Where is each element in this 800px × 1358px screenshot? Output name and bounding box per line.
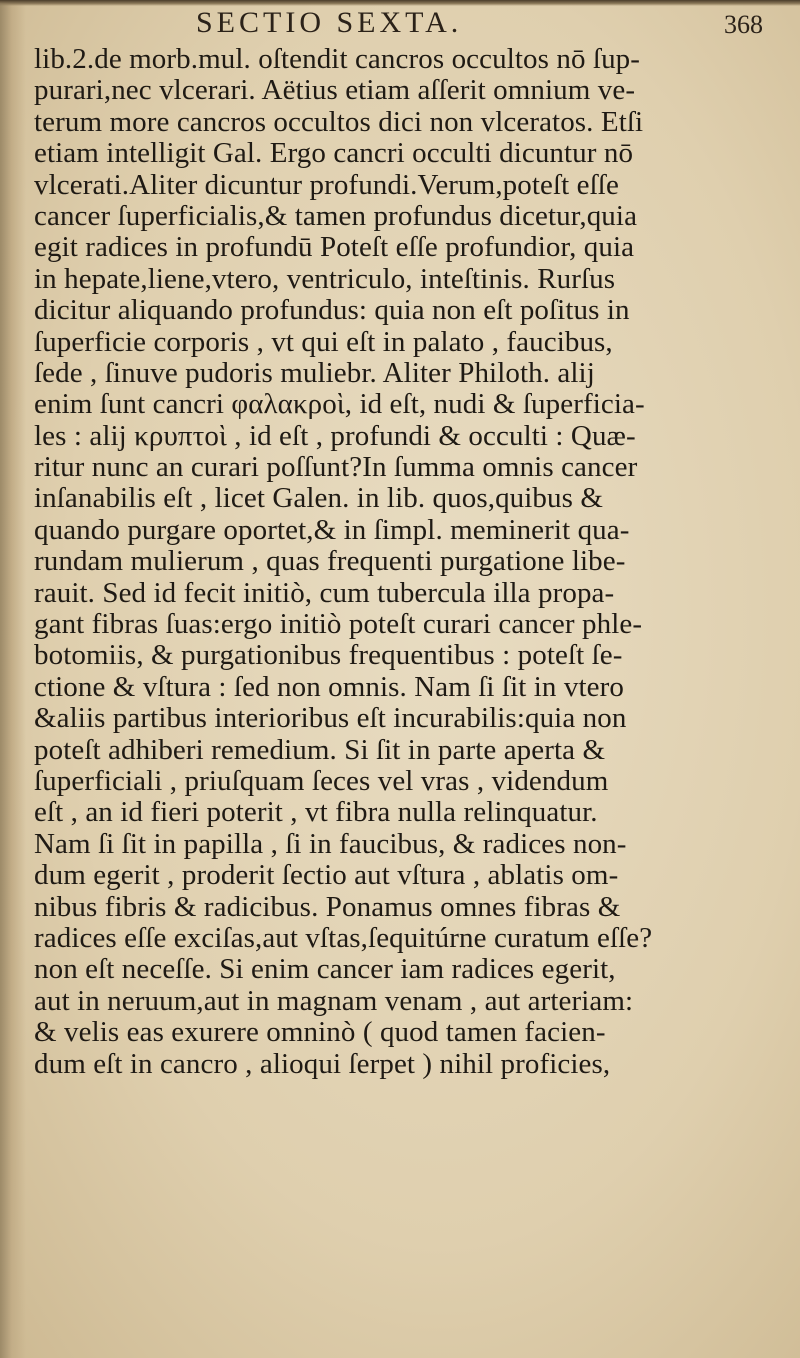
- running-title: SECTIO SEXTA.: [196, 6, 463, 39]
- text-line: radices eſſe exciſas,aut vſtas,ſequitúrne curatum eſſe?: [34, 921, 653, 954]
- text-line: dum eſt in cancro , alioqui ſerpet ) nihil proficies,: [34, 1047, 611, 1080]
- text-line: ſuperficie corporis , vt qui eſt in palato , faucibus,: [34, 325, 613, 358]
- text-line: botomiis, & purgationibus frequentibus : poteſt ſe-: [34, 639, 623, 672]
- text-line: cancer ſuperficialis,& tamen profundus dicetur,quia: [34, 199, 638, 232]
- binding-gutter-shadow: [0, 0, 26, 1358]
- text-line: Nam ſi ſit in papilla , ſi in faucibus, & radices non-: [34, 827, 627, 860]
- text-line: dicitur aliquando profundus: quia non eſt poſitus in: [34, 294, 630, 327]
- text-line: egit radices in profundū Poteſt eſſe profundior, quia: [34, 231, 635, 264]
- text-line: quando purgare oportet,& in ſimpl. meminerit qua-: [34, 513, 630, 546]
- text-line: ſuperficiali , priuſquam ſeces vel vras , videndum: [34, 764, 609, 797]
- body-text: [34, 44, 792, 1080]
- text-line: inſanabilis eſt , licet Galen. in lib. quos,quibus &: [34, 482, 604, 515]
- text-line: ctione & vſtura : ſed non omnis. Nam ſi ſit in vtero: [34, 670, 624, 703]
- text-line: & velis eas exurere omninò ( quod tamen facien-: [34, 1016, 606, 1049]
- text-line: dum egerit , proderit ſectio aut vſtura , ablatis om-: [34, 859, 619, 892]
- text-line: non eſt neceſſe. Si enim cancer iam radices egerit,: [34, 953, 616, 986]
- text-line: in hepate,liene,vtero, ventriculo, inteſtinis. Rurſus: [34, 262, 616, 295]
- text-line: vlcerati.Aliter dicuntur profundi.Verum,poteſt eſſe: [34, 168, 619, 201]
- text-line: &aliis partibus interioribus eſt incurabilis:quia non: [34, 702, 627, 735]
- text-line: terum more cancros occultos dici non vlceratos. Etſi: [34, 105, 644, 138]
- page-number: 368: [724, 10, 763, 39]
- text-line: les : alij κρυπτοὶ , id eſt , profundi & occulti : Quæ-: [34, 419, 636, 452]
- text-line: etiam intelligit Gal. Ergo cancri occulti dicuntur nō: [34, 137, 634, 170]
- text-line: lib.2.de morb.mul. oſtendit cancros occultos nō ſup-: [34, 43, 641, 75]
- text-line: enim ſunt cancri φαλακροὶ, id eſt, nudi & ſuperficia-: [34, 388, 645, 421]
- text-line: ritur nunc an curari poſſunt?In ſumma omnis cancer: [34, 451, 638, 484]
- text-line: gant fibras ſuas:ergo initiò poteſt curari cancer phle-: [34, 608, 643, 641]
- text-line: rauit. Sed id fecit initiò, cum tubercula illa propa-: [34, 576, 615, 609]
- text-line: rundam mulierum , quas frequenti purgatione libe-: [34, 545, 626, 578]
- page-header: [0, 6, 800, 42]
- text-line: ſede , ſinuve pudoris muliebr. Aliter Philoth. alij: [34, 356, 595, 389]
- text-line: eſt , an id fieri poterit , vt fibra nulla relinquatur.: [34, 796, 598, 829]
- text-line: nibus fibris & radicibus. Ponamus omnes fibras &: [34, 890, 621, 923]
- text-line: poteſt adhiberi remedium. Si ſit in parte aperta &: [34, 733, 606, 766]
- text-line: aut in neruum,aut in magnam venam , aut arteriam:: [34, 984, 634, 1017]
- text-line: purari,nec vlcerari. Aëtius etiam aſſerit omnium ve-: [34, 74, 636, 107]
